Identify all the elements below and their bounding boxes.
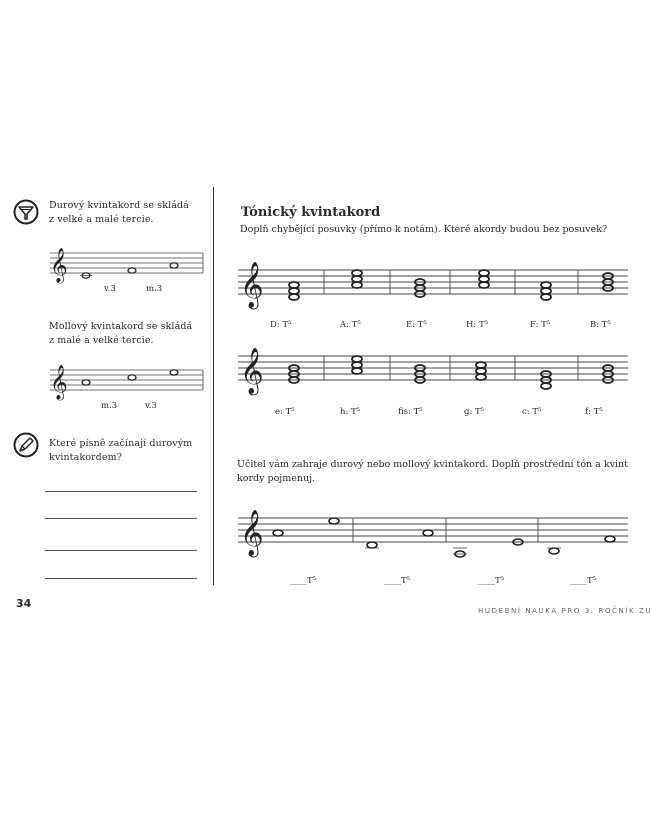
dictation-note xyxy=(605,536,615,542)
instruction-accidentals: Doplň chybějící posuvky (přímo k notám). Které akordy budou bez posuvek? xyxy=(240,224,608,235)
instruction-dictation-1: Učitel vám zahraje durový nebo mollový kvintakord. Doplň prostřední tón a kvint xyxy=(237,459,628,470)
minor-staff xyxy=(50,362,206,402)
note xyxy=(128,375,136,380)
chord-label: F: T⁵ xyxy=(530,320,551,330)
answer-blank[interactable]: ____T⁵ xyxy=(384,576,411,586)
dictation-note xyxy=(273,530,283,536)
svg-text:𝄞: 𝄞 xyxy=(240,510,264,556)
answer-blank[interactable]: ____T⁵ xyxy=(478,576,505,586)
chord-label: E: T⁵ xyxy=(406,320,427,330)
minor-text-line2: z malé a velké tercie. xyxy=(49,335,154,346)
interval-label: v.3 xyxy=(104,284,116,294)
pencil-icon xyxy=(13,432,39,458)
major-text-line1: Durový kvintakord se skládá xyxy=(49,200,189,211)
svg-text:𝄞: 𝄞 xyxy=(240,262,264,308)
dictation-note xyxy=(329,518,339,524)
chord-label: h: T⁵ xyxy=(340,407,361,417)
interval-label: m.3 xyxy=(101,401,118,411)
chord-note xyxy=(541,282,551,288)
chord-label: c: T⁵ xyxy=(522,407,542,417)
section-title: Tónický kvintakord xyxy=(241,205,381,220)
note xyxy=(170,263,178,268)
chord-label: D: T⁵ xyxy=(270,320,292,330)
minor-chord-text xyxy=(49,320,209,348)
dictation-note xyxy=(423,530,433,536)
answer-line[interactable] xyxy=(45,491,197,492)
instruction-dictation-2: kordy pojmenuj. xyxy=(237,473,316,484)
answer-blank[interactable]: ____T⁵ xyxy=(570,576,597,586)
major-staff xyxy=(50,245,206,285)
interval-label: v.3 xyxy=(145,401,157,411)
chord-staff-2 xyxy=(238,342,628,392)
chord-label: fis: T⁵ xyxy=(398,407,423,417)
funnel-icon xyxy=(13,199,39,225)
minor-text-line1: Mollový kvintakord se skládá xyxy=(49,321,193,332)
chord-note xyxy=(476,362,486,368)
major-text-line2: z velké a malé tercie. xyxy=(49,214,154,225)
chord-label: B: T⁵ xyxy=(590,320,611,330)
chord-note xyxy=(352,356,362,362)
question-line2: kvintakordem? xyxy=(49,452,122,463)
chord-note xyxy=(289,282,299,288)
footer-series-title: HUDEBNÍ NAUKA PRO 3. ROČNÍK ZU xyxy=(478,607,652,615)
chord-label: g: T⁵ xyxy=(464,407,485,417)
answer-line[interactable] xyxy=(45,518,197,519)
chord-label: H: T⁵ xyxy=(466,320,489,330)
svg-text:𝄞: 𝄞 xyxy=(50,248,68,283)
chord-label: A: T⁵ xyxy=(340,320,361,330)
question-text xyxy=(49,437,209,465)
svg-text:𝄞: 𝄞 xyxy=(240,348,264,394)
note xyxy=(128,268,136,273)
dictation-note xyxy=(367,542,377,548)
major-chord-text xyxy=(49,199,209,227)
note xyxy=(82,380,90,385)
chord-note xyxy=(479,270,489,276)
interval-label: m.3 xyxy=(146,284,163,294)
chord-label: f: T⁵ xyxy=(585,407,603,417)
question-line1: Které písně začínají durovým xyxy=(49,438,193,449)
answer-line[interactable] xyxy=(45,578,197,579)
chord-note xyxy=(352,270,362,276)
answer-blank[interactable]: ____T⁵ xyxy=(290,576,317,586)
chord-staff-1 xyxy=(238,256,628,306)
answer-line[interactable] xyxy=(45,550,197,551)
page-number: 34 xyxy=(16,597,32,610)
dictation-note xyxy=(549,548,559,554)
column-divider xyxy=(213,187,214,585)
dictation-staff xyxy=(238,504,628,564)
svg-text:𝄞: 𝄞 xyxy=(50,365,68,400)
note xyxy=(170,370,178,375)
chord-label: e: T⁵ xyxy=(275,407,295,417)
